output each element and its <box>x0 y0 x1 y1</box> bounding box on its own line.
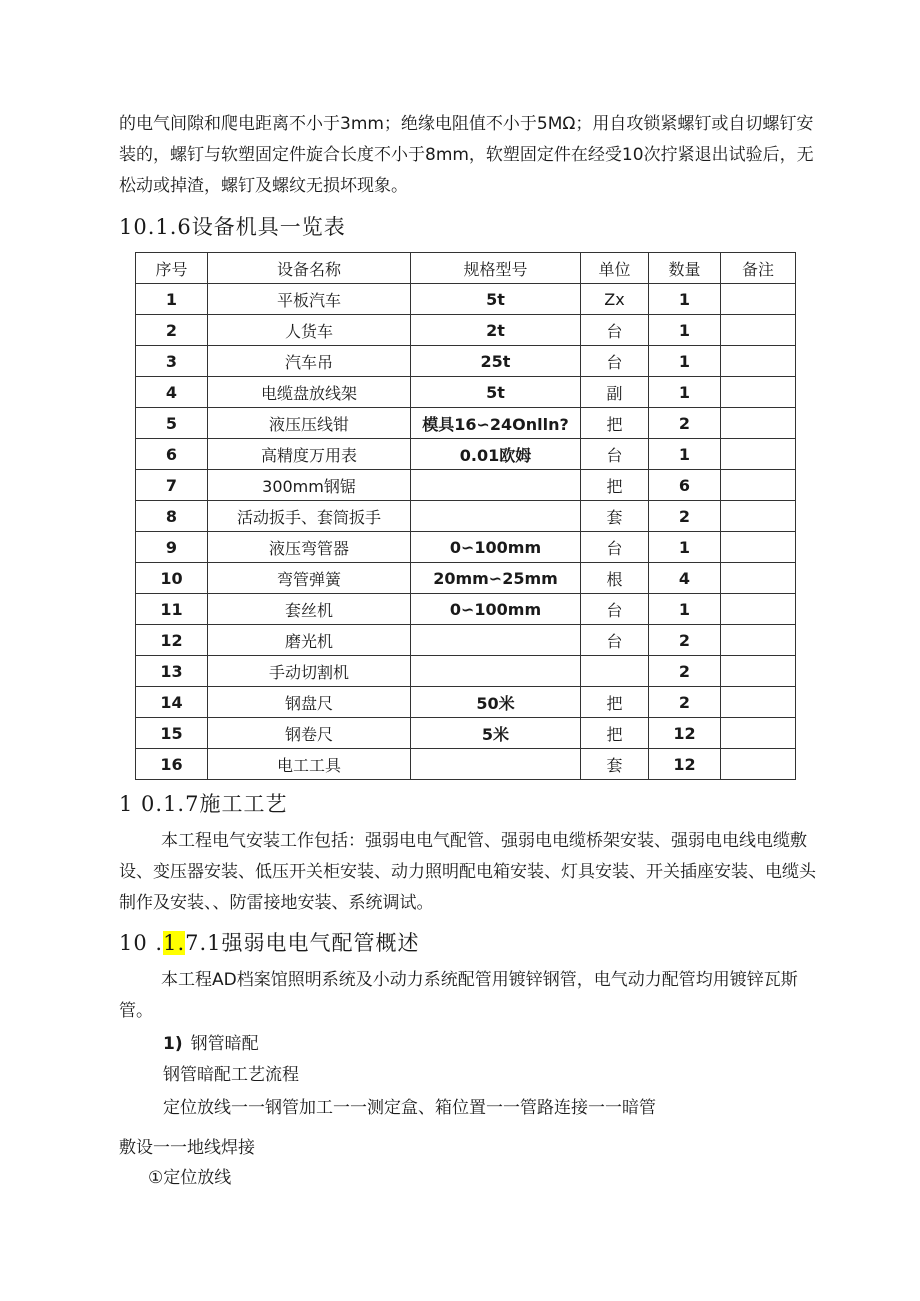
row-spec: 0∽100mm <box>411 532 581 563</box>
row-spec: 2t <box>411 315 581 346</box>
row-name: 活动扳手、套筒扳手 <box>208 501 411 532</box>
row-no: 15 <box>136 718 208 749</box>
row-note <box>721 315 796 346</box>
header-cell-note: 备注 <box>721 253 796 284</box>
row-spec: 25t <box>411 346 581 377</box>
row-note <box>721 563 796 594</box>
row-unit: 台 <box>581 532 649 563</box>
row-no: 4 <box>136 377 208 408</box>
row-no: 5 <box>136 408 208 439</box>
row-name: 电缆盘放线架 <box>208 377 411 408</box>
row-note <box>721 625 796 656</box>
header-cell-name: 设备名称 <box>208 253 411 284</box>
row-qty: 12 <box>649 718 721 749</box>
row-name: 人货车 <box>208 315 411 346</box>
row-unit: 台 <box>581 594 649 625</box>
header-cell-spec: 规格型号 <box>411 253 581 284</box>
row-name: 弯管弹簧 <box>208 563 411 594</box>
row-note <box>721 594 796 625</box>
row-spec <box>411 501 581 532</box>
table-row <box>136 625 796 656</box>
table-row <box>136 377 796 408</box>
table-row <box>136 284 796 315</box>
row-unit: Zx <box>581 284 649 315</box>
table-row <box>136 408 796 439</box>
row-qty: 6 <box>649 470 721 501</box>
row-name: 平板汽车 <box>208 284 411 315</box>
heading-suffix: 7.1强弱电电气配管概述 <box>185 931 420 955</box>
row-name: 套丝机 <box>208 594 411 625</box>
list-item-number: 1) <box>163 1034 183 1054</box>
process-flow-line-2: 敷设一一地线焊接 <box>119 1138 255 1158</box>
row-no: 6 <box>136 439 208 470</box>
row-note <box>721 718 796 749</box>
row-qty: 1 <box>649 315 721 346</box>
section-heading-10171 <box>119 927 420 957</box>
row-spec: 模具16∽24Onlln? <box>411 408 581 439</box>
row-unit: 把 <box>581 687 649 718</box>
header-cell-qty: 数量 <box>649 253 721 284</box>
heading-prefix: 10 . <box>119 931 164 955</box>
equipment-table <box>135 252 796 780</box>
row-name: 液压压线钳 <box>208 408 411 439</box>
row-note <box>721 470 796 501</box>
row-qty: 1 <box>649 594 721 625</box>
row-note <box>721 656 796 687</box>
row-spec <box>411 749 581 780</box>
row-no: 14 <box>136 687 208 718</box>
row-qty: 1 <box>649 532 721 563</box>
row-qty: 2 <box>649 687 721 718</box>
intro-paragraph: 的电气间隙和爬电距离不小于3mm；绝缘电阻值不小于5MΩ；用自攻锁紧螺钉或自切螺钉安装的，螺钉与软塑固定件旋合长度不小于8mm，软塑固定件在经受10次拧紧退出试验后，无松动或掉渣，螺钉及螺纹无损坏现象。 <box>119 114 814 196</box>
row-name: 高精度万用表 <box>208 439 411 470</box>
row-spec: 5t <box>411 284 581 315</box>
row-spec: 5t <box>411 377 581 408</box>
table-row <box>136 563 796 594</box>
row-spec <box>411 470 581 501</box>
row-unit: 把 <box>581 408 649 439</box>
row-name: 汽车吊 <box>208 346 411 377</box>
row-unit: 根 <box>581 563 649 594</box>
row-qty: 1 <box>649 377 721 408</box>
row-note <box>721 501 796 532</box>
process-flow-line-1: 定位放线一一钢管加工一一测定盒、箱位置一一管路连接一一暗管 <box>163 1098 656 1118</box>
table-row <box>136 656 796 687</box>
table-row <box>136 718 796 749</box>
row-no: 10 <box>136 563 208 594</box>
row-qty: 2 <box>649 501 721 532</box>
row-unit: 套 <box>581 501 649 532</box>
row-unit: 把 <box>581 470 649 501</box>
section-10171-body: 本工程AD档案馆照明系统及小动力系统配管用镀锌钢管，电气动力配管均用镀锌瓦斯管。 <box>119 970 798 1021</box>
row-spec: 5米 <box>411 718 581 749</box>
list-item-text: 钢管暗配 <box>190 1034 259 1054</box>
row-unit: 台 <box>581 439 649 470</box>
row-note <box>721 439 796 470</box>
table-header-row <box>136 253 796 284</box>
row-spec: 0∽100mm <box>411 594 581 625</box>
row-no: 11 <box>136 594 208 625</box>
row-qty: 1 <box>649 439 721 470</box>
table-row <box>136 594 796 625</box>
table-row <box>136 749 796 780</box>
row-name: 电工工具 <box>208 749 411 780</box>
row-spec <box>411 625 581 656</box>
row-no: 8 <box>136 501 208 532</box>
row-name: 手动切割机 <box>208 656 411 687</box>
table-row <box>136 439 796 470</box>
row-qty: 12 <box>649 749 721 780</box>
list-item-1 <box>163 1029 259 1054</box>
row-no: 16 <box>136 749 208 780</box>
row-qty: 2 <box>649 625 721 656</box>
row-unit <box>581 656 649 687</box>
row-name: 钢卷尺 <box>208 718 411 749</box>
row-qty: 1 <box>649 346 721 377</box>
row-qty: 1 <box>649 284 721 315</box>
row-qty: 4 <box>649 563 721 594</box>
row-unit: 台 <box>581 625 649 656</box>
row-note <box>721 749 796 780</box>
row-no: 12 <box>136 625 208 656</box>
row-spec: 0.01欧姆 <box>411 439 581 470</box>
section-heading-1017: 1 0.1.7施工工艺 <box>119 792 288 816</box>
row-note <box>721 377 796 408</box>
row-name: 液压弯管器 <box>208 532 411 563</box>
row-name: 钢盘尺 <box>208 687 411 718</box>
header-cell-unit: 单位 <box>581 253 649 284</box>
row-no: 9 <box>136 532 208 563</box>
row-note <box>721 532 796 563</box>
row-qty: 2 <box>649 656 721 687</box>
row-name: 磨光机 <box>208 625 411 656</box>
row-unit: 套 <box>581 749 649 780</box>
row-note <box>721 687 796 718</box>
row-no: 2 <box>136 315 208 346</box>
row-qty: 2 <box>649 408 721 439</box>
row-unit: 把 <box>581 718 649 749</box>
table-row <box>136 346 796 377</box>
row-unit: 台 <box>581 315 649 346</box>
row-no: 3 <box>136 346 208 377</box>
row-name: 300mm钢锯 <box>208 470 411 501</box>
row-unit: 副 <box>581 377 649 408</box>
row-note <box>721 284 796 315</box>
row-spec <box>411 656 581 687</box>
table-row <box>136 315 796 346</box>
row-note <box>721 346 796 377</box>
header-cell-no: 序号 <box>136 253 208 284</box>
row-note <box>721 408 796 439</box>
row-spec: 20mm∽25mm <box>411 563 581 594</box>
table-row <box>136 501 796 532</box>
highlighted-text: 1. <box>163 931 186 955</box>
step-1: ①定位放线 <box>148 1168 232 1188</box>
row-unit: 台 <box>581 346 649 377</box>
section-heading-1016: 10.1.6设备机具一览表 <box>119 215 346 239</box>
section-1017-body: 本工程电气安装工作包括：强弱电电气配管、强弱电电缆桥架安装、强弱电电线电缆敷设、变压器安装、低压开关柜安装、动力照明配电箱安装、灯具安装、开关插座安装、电缆头制作及安装、、防雷接地安装、系统调试。 <box>119 831 816 913</box>
row-no: 13 <box>136 656 208 687</box>
row-no: 1 <box>136 284 208 315</box>
table-row <box>136 687 796 718</box>
table-row <box>136 532 796 563</box>
process-flow-title: 钢管暗配工艺流程 <box>163 1065 299 1085</box>
row-spec: 50米 <box>411 687 581 718</box>
row-no: 7 <box>136 470 208 501</box>
table-row <box>136 470 796 501</box>
